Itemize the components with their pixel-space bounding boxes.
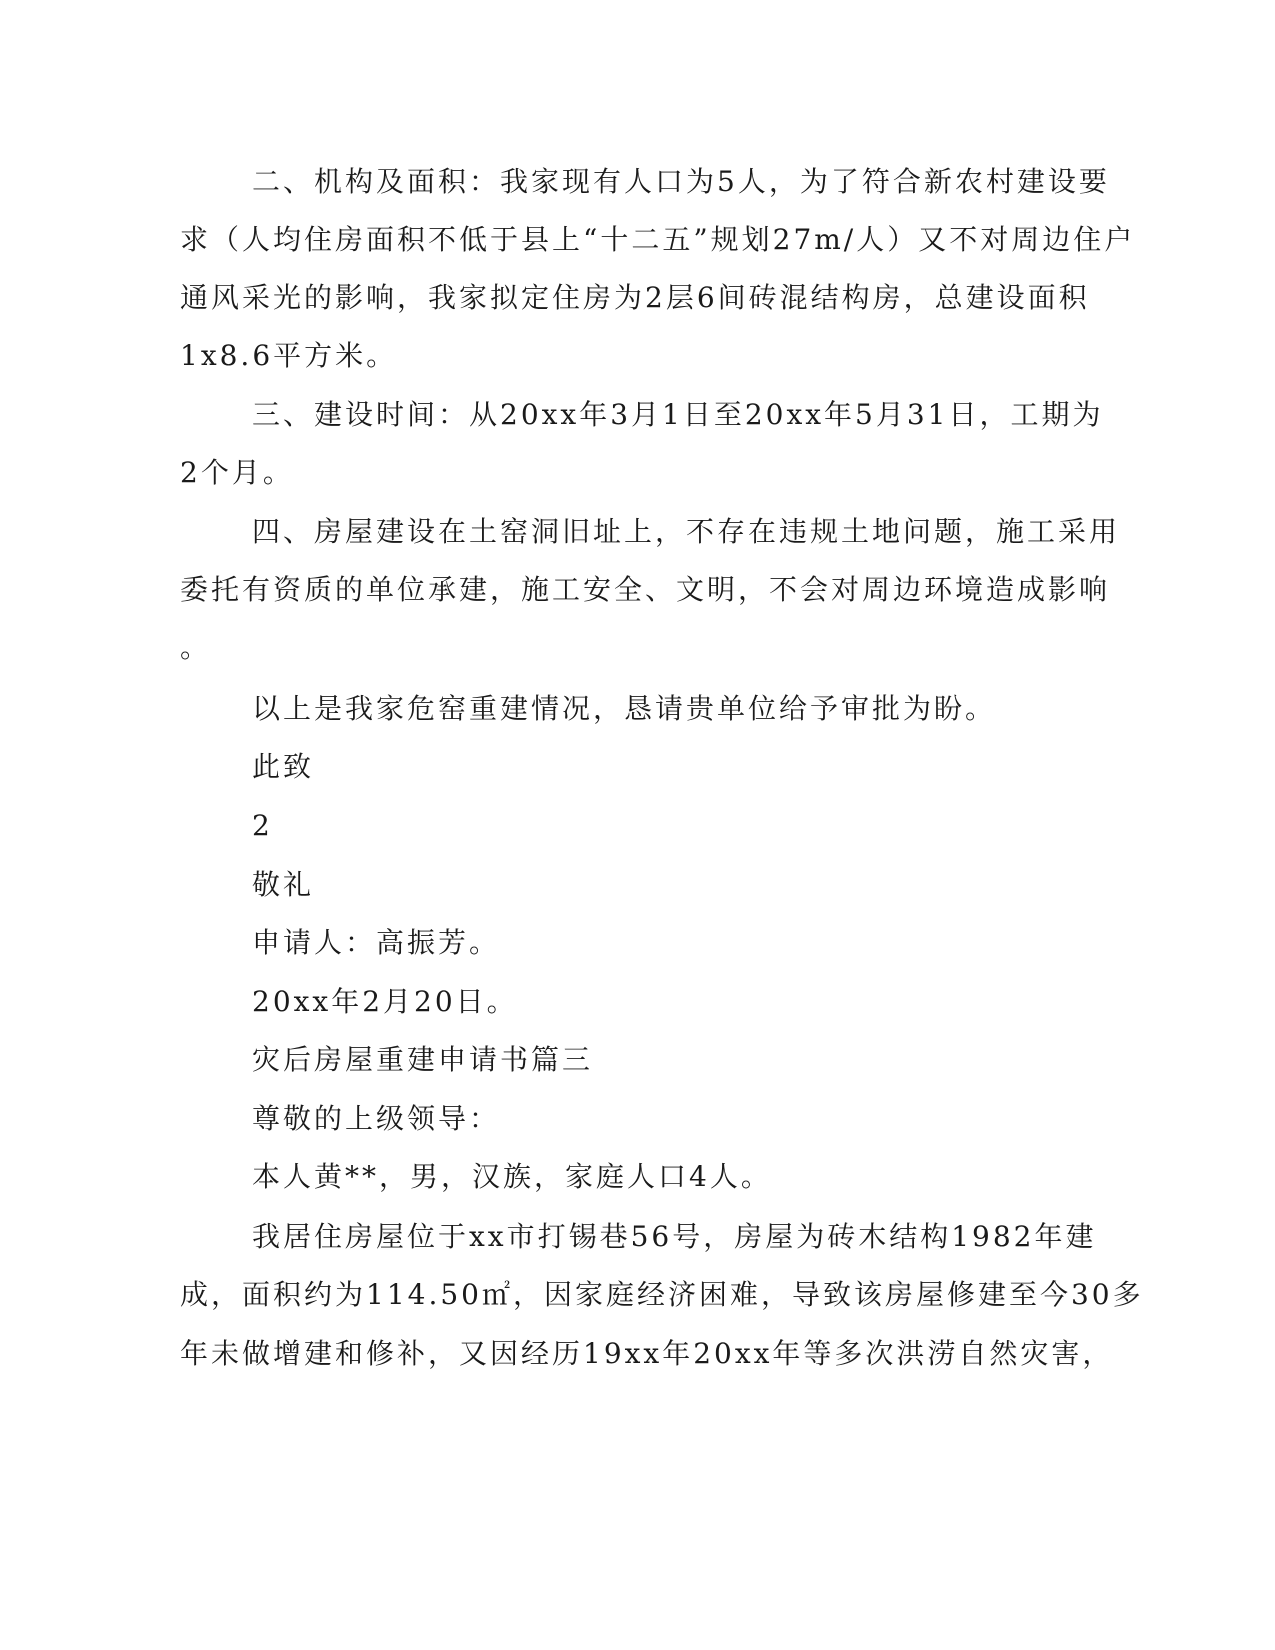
applicant-name: 申请人：高振芳。 [252,926,501,959]
paragraph-2-line-1: 二、机构及面积：我家现有人口为5人，为了符合新农村建设要 [252,165,1110,198]
paragraph-4-line-2: 委托有资质的单位承建，施工安全、文明，不会对周边环境造成影响 [180,573,1111,606]
paragraph-2-line-4: 1x8.6平方米。 [180,339,398,372]
greeting: 尊敬的上级领导： [252,1102,501,1135]
residence-paragraph-line-1: 我居住房屋位于xx市打锡巷56号，房屋为砖木结构1982年建 [252,1220,1097,1253]
paragraph-3-line-1: 三、建设时间：从20xx年3月1日至20xx年5月31日，工期为 [252,398,1104,431]
paragraph-2-line-2: 求（人均住房面积不低于县上“十二五”规划27m/人）又不对周边住户 [180,223,1136,256]
residence-paragraph-line-2: 成，面积约为114.50㎡，因家庭经济困难，导致该房屋修建至今30多 [180,1278,1144,1311]
section-title: 灾后房屋重建申请书篇三 [252,1043,594,1076]
paragraph-2-line-3: 通风采光的影响，我家拟定住房为2层6间砖混结构房，总建设面积 [180,281,1090,314]
paragraph-3-line-2: 2个月。 [180,456,294,489]
page-number: 2 [252,809,273,842]
residence-paragraph-line-3: 年未做增建和修补，又因经历19xx年20xx年等多次洪涝自然灾害， [180,1337,1114,1370]
salutation-jingli: 敬礼 [252,868,315,901]
paragraph-4-line-3: 。 [180,631,212,664]
salutation-cizhi: 此致 [252,750,315,783]
application-date: 20xx年2月20日。 [252,985,518,1018]
applicant-info: 本人黄**，男，汉族，家庭人口4人。 [252,1160,772,1193]
closing-request: 以上是我家危窑重建情况，恳请贵单位给予审批为盼。 [252,692,997,725]
paragraph-4-line-1: 四、房屋建设在土窑洞旧址上，不存在违规土地问题，施工采用 [252,515,1121,548]
